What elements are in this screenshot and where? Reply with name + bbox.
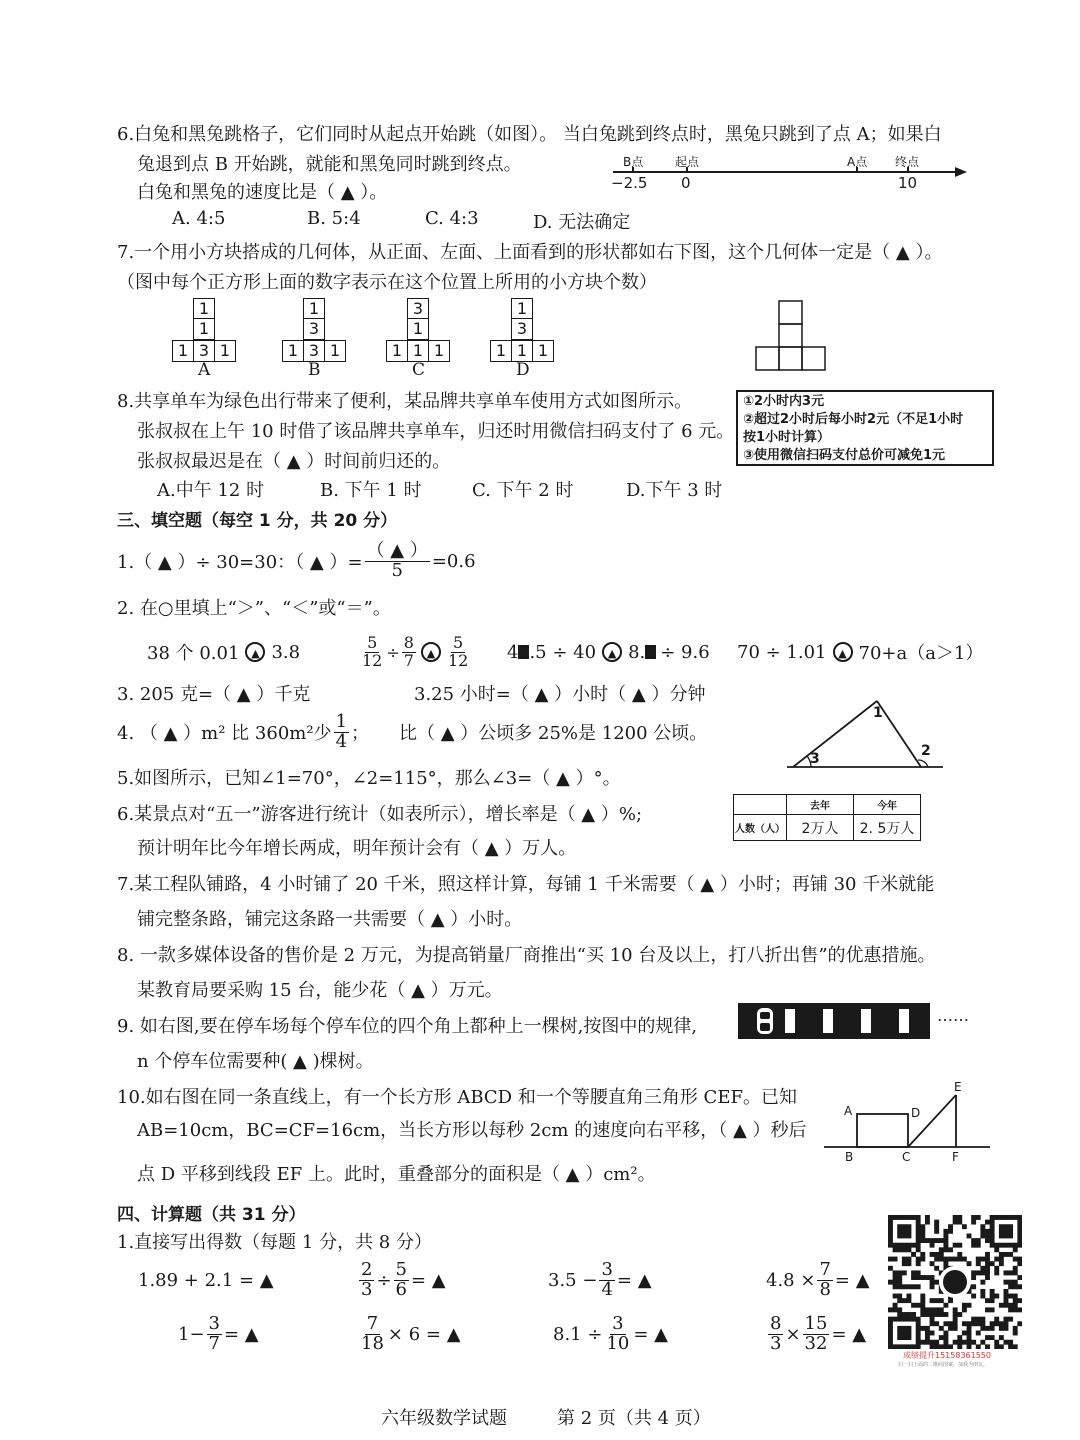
section-3-title: 三、填空题（每空 1 分，共 20 分）	[117, 511, 398, 531]
blank-digit-icon	[645, 645, 656, 659]
calc-6	[357, 1310, 461, 1358]
numberline-value-b: −2.5	[611, 174, 648, 192]
q7-figure-c	[384, 298, 454, 378]
fraction-denominator: 8	[819, 1278, 831, 1300]
calc-1: 1.89 + 2.1 = ▲	[138, 1269, 274, 1291]
equals-answer: = ▲	[633, 1323, 668, 1345]
operand: 1−	[178, 1323, 205, 1345]
fill-1	[117, 536, 476, 586]
operand: 4.8 ×	[766, 1269, 816, 1291]
bike-rule-1: ①2小时内3元	[743, 394, 825, 409]
q6-line3: 白兔和黑兔的速度比是（ ▲ ）。	[137, 182, 388, 203]
numberline-label-end: 终点	[895, 155, 920, 169]
fraction-denominator: 4	[335, 730, 348, 752]
fill-1-fraction	[365, 539, 430, 581]
fill-9-line1: 9. 如右图,要在停车场每个停车位的四个角上都种上一棵树,按图中的规律,	[117, 1016, 698, 1037]
fill-4	[117, 708, 707, 756]
fill-5: 5.如图所示，已知∠1=70°，∠2=115°，那么∠3=（ ▲ ）°。	[117, 768, 621, 789]
cube-cell: 1	[214, 340, 236, 362]
fill-9-line2: n 个停车位需要种( ▲ )棵树。	[137, 1051, 374, 1072]
fill-10-line3: 点 D 平移到线段 EF 上。此时，重叠部分的面积是（ ▲ ）cm²。	[137, 1164, 656, 1185]
point-b: B	[845, 1150, 854, 1164]
point-f: F	[952, 1150, 959, 1164]
table-header-this-year: 今年	[854, 795, 921, 815]
equals-answer: = ▲	[224, 1323, 259, 1345]
fraction-numerator: 5	[395, 1258, 407, 1280]
calc-3	[548, 1257, 652, 1303]
equals-answer: = ▲	[831, 1323, 867, 1345]
fill-6-line2: 预计明年比今年增长两成，明年预计会有（ ▲ ）万人。	[137, 838, 577, 859]
calc-2	[357, 1257, 446, 1303]
q8-line3: 张叔叔最迟是在（ ▲ ）时间前归还的。	[137, 451, 451, 472]
bike-rule-2-cont: 按1小时计算）	[743, 430, 831, 445]
calc-4	[766, 1257, 870, 1303]
q8-option-d: D.下午 3 时	[626, 480, 723, 501]
cube-cell: 3	[407, 298, 429, 320]
table-row-label: 人数（人）	[734, 815, 787, 841]
fraction-denominator: 4	[601, 1278, 613, 1300]
cube-cell: 1	[303, 298, 325, 320]
operator: ÷	[376, 1269, 392, 1291]
q7-line2: （图中每个正方形上面的数字表示在这个位置上所用的小方块个数）	[117, 272, 657, 293]
fill-2-item-d	[737, 630, 983, 674]
table-corner	[734, 795, 787, 815]
fill-2-item-a	[147, 630, 300, 674]
angle-triangle-figure	[785, 695, 945, 775]
fill-10-line2: AB=10cm，BC=CF=16cm，当长方形以每秒 2cm 的速度向右平移，（ ▲ ）秒后	[137, 1120, 807, 1141]
fraction-denominator: 7	[208, 1332, 220, 1354]
cube-cell: 1	[386, 340, 408, 362]
q7-figure-a	[170, 298, 240, 378]
qr-code[interactable]	[888, 1215, 1022, 1370]
numberline-label-start: 起点	[675, 155, 700, 169]
q7-view-shape	[755, 300, 827, 372]
fraction-denominator: 7	[403, 650, 414, 670]
fill-1-pre: 1.（ ▲ ）÷ 30=30：（ ▲ ）=	[117, 552, 363, 573]
blank-digit-icon	[518, 645, 529, 659]
fraction-numerator: 1	[335, 710, 348, 732]
fraction-numerator: 8	[403, 632, 414, 652]
cube-cell: 1	[282, 340, 304, 362]
bike-rule-2: ②超过2小时后每小时2元（不足1小时	[743, 412, 964, 427]
fill-2-item-c	[507, 630, 710, 674]
compare-left-rest: .5 ÷ 40	[529, 641, 597, 663]
fill-2-item-b	[358, 630, 472, 674]
q8-option-b: B. 下午 1 时	[320, 480, 422, 501]
section-4-sub: 1.直接写出得数（每题 1 分，共 8 分）	[117, 1232, 432, 1253]
section-4-title: 四、计算题（共 31 分）	[117, 1205, 306, 1225]
qr-subcaption: 扫一扫上面的二维码图案，加我为朋友。	[898, 1362, 989, 1368]
cube-cell: 1	[407, 340, 429, 362]
q7-figure-d-label: D	[516, 360, 530, 380]
q8-line2: 张叔叔在上午 10 时借了该品牌共享单车，归还时用微信扫码支付了 6 元。	[137, 421, 735, 442]
fill-4b: 比（ ▲ ）公顷多 25%是 1200 公顷。	[399, 723, 708, 744]
qr-code-icon	[888, 1215, 1022, 1349]
fill-7-line1: 7.某工程队铺路，4 小时铺了 20 千米，照这样计算，每铺 1 千米需要（ ▲ ）小时；再铺 30 千米就能	[117, 874, 935, 895]
cube-cell: 1	[511, 298, 533, 320]
compare-left-prefix: 4	[507, 641, 519, 663]
numberline-value-start: 0	[681, 174, 691, 192]
calc-5	[178, 1310, 259, 1358]
q6-option-a: A. 4:5	[172, 208, 226, 229]
numberline-label-a: A点	[847, 155, 868, 169]
cube-cell: 3	[303, 340, 325, 362]
bike-rules-box	[736, 390, 994, 466]
fraction-denominator: 3	[361, 1278, 373, 1300]
fraction-numerator: 2	[361, 1258, 373, 1280]
cube-cell: 3	[511, 318, 533, 340]
operand: 3.5 −	[548, 1269, 598, 1291]
equals-answer: = ▲	[411, 1269, 446, 1291]
table-value-this-year: 2. 5万人	[854, 815, 921, 841]
parking-lot-figure	[737, 1002, 977, 1042]
fraction-denominator: 18	[361, 1332, 384, 1354]
table-header-last-year: 去年	[787, 795, 854, 815]
compare-right-rest: ÷ 9.6	[660, 641, 710, 663]
rectangle-triangle-figure	[822, 1078, 992, 1168]
operator: ÷	[386, 642, 400, 662]
q7-line1: 7.一个用小方块搭成的几何体，从正面、左面、上面看到的形状都如右下图，这个几何体一定是（ ▲ ）。	[117, 242, 943, 263]
cube-cell: 1	[490, 340, 512, 362]
fill-8-line1: 8. 一款多媒体设备的售价是 2 万元，为提高销量厂商推出“买 10 台及以上，打八折出售”的优惠措施。	[117, 945, 936, 966]
fraction-numerator: 8	[770, 1312, 782, 1334]
q8-line1: 8.共享单车为绿色出行带来了便利，某品牌共享单车使用方式如图所示。	[117, 391, 693, 412]
number-line-figure	[605, 150, 970, 195]
fill-10-line1: 10.如右图在同一条直线上，有一个长方形 ABCD 和一个等腰直角三角形 CEF。已知	[117, 1087, 797, 1108]
fill-3b: 3.25 小时=（ ▲ ）小时（ ▲ ）分钟	[414, 684, 706, 705]
point-a: A	[844, 1104, 853, 1118]
fraction-denominator: 6	[395, 1278, 407, 1300]
fraction-numerator: 5	[367, 632, 378, 652]
q6-line1: 6.白兔和黑兔跳格子，它们同时从起点开始跳（如图）。 当白兔跳到终点时，黑兔只跳到了点 A；如果白	[117, 124, 942, 145]
fraction-denominator: 3	[770, 1332, 782, 1354]
q6-option-b: B. 5:4	[307, 208, 361, 229]
q8-option-c: C. 下午 2 时	[472, 480, 574, 501]
compare-circle-icon: ▲	[421, 642, 441, 662]
compare-left: 38 个 0.01	[147, 643, 240, 664]
fraction-numerator: 15	[804, 1312, 828, 1334]
operand: 8.1 ÷	[553, 1323, 603, 1345]
q7-figure-b	[280, 298, 350, 378]
bike-rule-3: ③使用微信扫码支付总价可减免1元	[743, 448, 946, 463]
fill-7-line2: 铺完整条路，铺完这条路一共需要（ ▲ ）小时。	[137, 909, 523, 930]
angle-label-1: 1	[873, 705, 883, 721]
equals-answer: = ▲	[616, 1269, 652, 1291]
cube-cell: 1	[193, 298, 215, 320]
q7-figure-a-label: A	[198, 360, 211, 380]
fraction-denominator: 5	[391, 559, 403, 581]
footer-title: 六年级数学试题	[381, 1408, 507, 1429]
q8-option-a: A.中午 12 时	[157, 480, 265, 501]
cube-cell: 1	[407, 318, 429, 340]
fraction-numerator: 3	[601, 1258, 613, 1280]
cube-cell: 3	[193, 340, 215, 362]
calc-7	[553, 1310, 668, 1358]
cube-cell: 1	[193, 318, 215, 340]
fraction-numerator: （ ▲ ）	[366, 539, 428, 561]
q7-figure-c-label: C	[412, 360, 426, 380]
calc-8	[766, 1310, 866, 1358]
fill-6-line1: 6.某景点对“五一”游客进行统计（如表所示），增长率是（ ▲ ）%;	[117, 804, 643, 825]
fraction-numerator: 7	[366, 1312, 379, 1334]
cube-cell: 1	[511, 340, 533, 362]
cube-cell: 1	[172, 340, 194, 362]
numberline-value-end: 10	[898, 174, 918, 192]
separator: ；	[351, 723, 370, 744]
cube-cell: 1	[324, 340, 346, 362]
fraction-numerator: 5	[453, 632, 464, 652]
equals-answer: × 6 = ▲	[387, 1323, 461, 1345]
q6-line2: 兔退到点 B 开始跳，就能和黑兔同时跳到终点。	[137, 154, 522, 175]
fraction-denominator: 10	[606, 1332, 630, 1354]
parking-ellipsis: ……	[937, 1006, 969, 1025]
fill-4a: 4. （ ▲ ）m² 比 360m²少	[117, 723, 332, 744]
operator: ×	[785, 1323, 801, 1345]
q6-option-d: D. 无法确定	[533, 212, 631, 233]
fill-3a: 3. 205 克=（ ▲ ）千克	[117, 684, 311, 705]
q7-figure-d	[488, 298, 558, 378]
compare-left: 70 ÷ 1.01	[737, 641, 827, 663]
fill-2-line: 2. 在○里填上“＞”、“＜”或“＝”。	[117, 598, 391, 619]
qr-caption: 成绩提升15158361550	[903, 1351, 991, 1360]
compare-right: 3.8	[271, 641, 301, 663]
compare-right-prefix: 8.	[628, 641, 646, 663]
table-value-last-year: 2万人	[787, 815, 854, 841]
q7-figure-b-label: B	[308, 360, 321, 380]
fraction-numerator: 7	[819, 1258, 831, 1280]
cube-cell: 3	[303, 318, 325, 340]
footer-page-number: 第 2 页（共 4 页）	[557, 1408, 711, 1429]
fraction-denominator: 32	[804, 1332, 828, 1354]
point-c: C	[902, 1150, 911, 1164]
compare-circle-icon: ▲	[602, 642, 622, 662]
fill-1-post: =0.6	[431, 550, 476, 572]
q6-option-c: C. 4:3	[425, 208, 479, 229]
tourist-stats-table	[733, 794, 921, 841]
equals-answer: = ▲	[834, 1269, 870, 1291]
angle-label-3: 3	[810, 751, 820, 767]
compare-right: 70+a（a＞1）	[858, 643, 984, 664]
angle-label-2: 2	[921, 743, 931, 759]
point-e: E	[954, 1080, 962, 1094]
cube-cell: 1	[532, 340, 554, 362]
fill-8-line2: 某教育局要采购 15 台，能少花（ ▲ ）万元。	[137, 980, 503, 1001]
cube-cell: 1	[428, 340, 450, 362]
fraction-denominator: 12	[362, 650, 383, 670]
fraction-denominator: 12	[447, 650, 469, 670]
compare-circle-icon: ▲	[833, 642, 853, 662]
fraction-numerator: 3	[208, 1312, 220, 1334]
numberline-label-b: B点	[623, 155, 644, 169]
fraction-numerator: 3	[612, 1312, 624, 1334]
compare-circle-icon: ▲	[245, 642, 265, 662]
point-d: D	[911, 1106, 921, 1120]
